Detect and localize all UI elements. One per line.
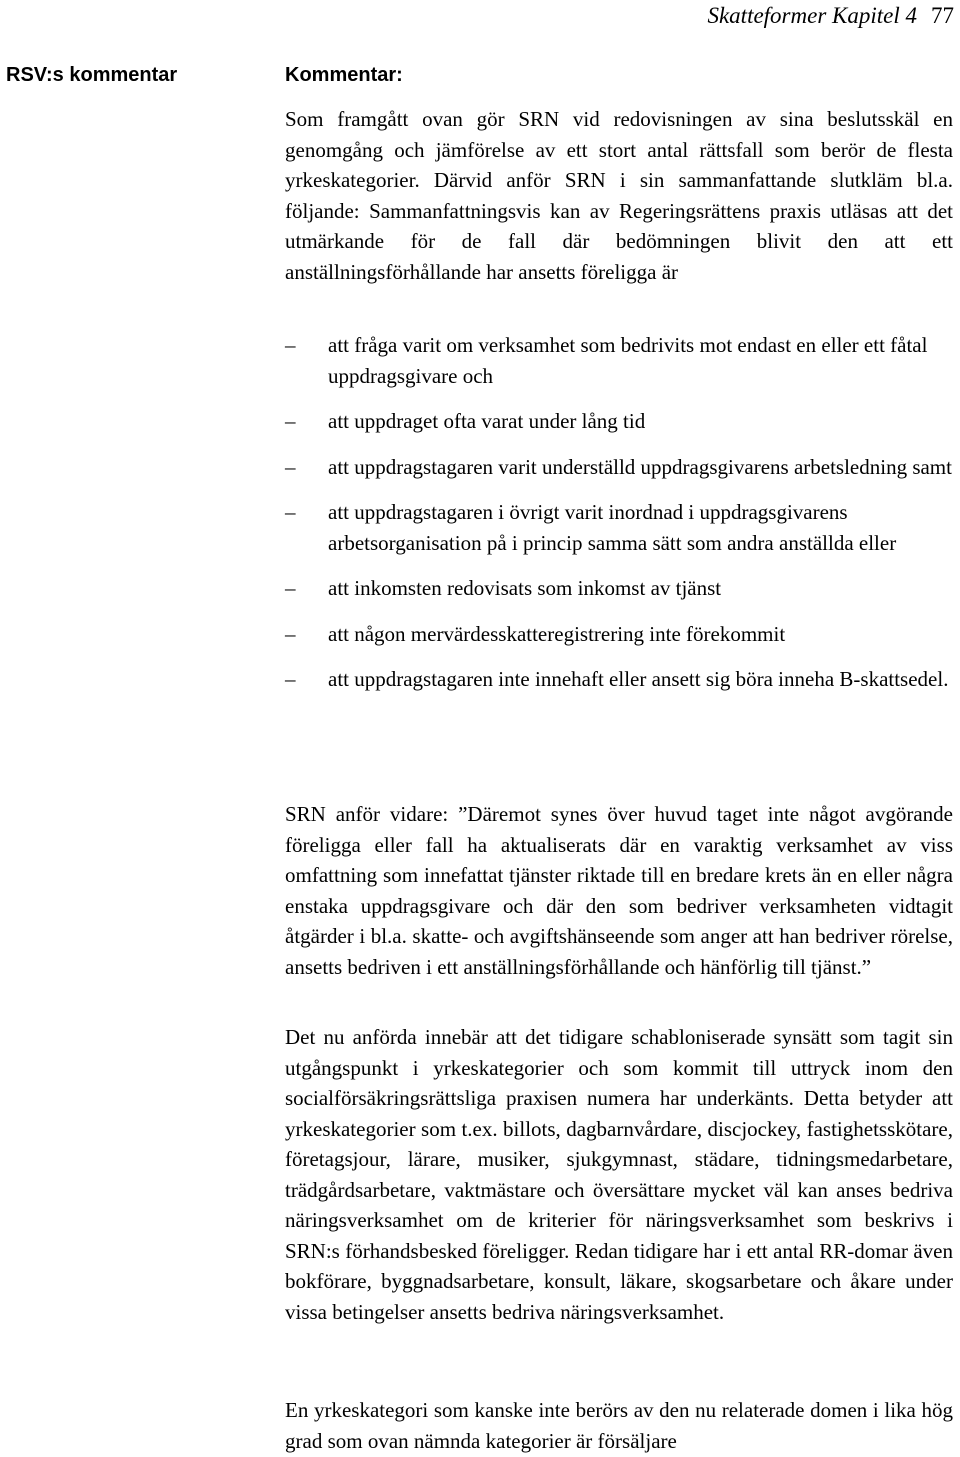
dash-marker: –: [285, 454, 296, 479]
list-item: [285, 330, 953, 391]
chapter-title: Skatteformer Kapitel 4: [707, 3, 917, 28]
list-item-text: att uppdragstagaren i övrigt varit inordnad i uppdragsgivarens arbetsorganisation på i princip samma sätt som andra anställda eller: [328, 500, 897, 555]
page-number: 77: [931, 3, 954, 28]
dash-marker: –: [285, 667, 296, 691]
list-item: [285, 497, 953, 558]
list-item-text: att fråga varit om verksamhet som bedrivits mot endast en eller ett fåtal uppdragsgivare och: [328, 333, 928, 388]
criteria-list: [285, 330, 953, 695]
intro-paragraph-block: [285, 104, 953, 287]
criteria-list-block: [285, 330, 953, 710]
margin-label: RSV:s kommentar: [6, 64, 178, 86]
running-header: [707, 2, 954, 30]
list-item: [285, 619, 953, 650]
list-item: [285, 452, 953, 483]
list-item: [285, 573, 953, 604]
conclusion-paragraph-block: [285, 1022, 953, 1327]
final-paragraph-block: [285, 1395, 953, 1456]
srn-quote-paragraph-block: [285, 799, 953, 982]
dash-marker: –: [285, 333, 296, 357]
dash-marker: –: [285, 409, 296, 433]
list-item-text: att inkomsten redovisats som inkomst av tjänst: [328, 576, 722, 600]
list-item-text: att uppdragstagaren varit underställd uppdragsgivarens arbetsledning samt: [328, 454, 952, 479]
conclusion-paragraph: Det nu anförda innebär att det tidigare schabloniserade synsätt som tagit sin utgångspunkt i yrkeskategorier och som kommit till uttryck inom den socialförsäkringsrättsliga praxisen numera har underkänts. Detta betyder att yrkeskategorier som t.ex. billots, dagbarnvårdare, discjockey, fastighetsskötare, företagsjour, lärare, musiker, sjukgymnast, städare, tidningsmedarbetare, trädgårdsarbetare, vaktmästare och översättare mycket väl kan anses bedriva näringsverksamhet om de kriterier för näringsverksamhet som beskrivs i SRN:s förhandsbesked föreligger. Redan tidigare har i ett antal RR-domar även bokförare, byggnadsarbetare, konsult, läkare, skogsarbetare och åkare under vissa betingelser ansetts bedriva näringsverksamhet.: [285, 1025, 953, 1324]
intro-paragraph: Som framgått ovan gör SRN vid redovisningen av sina beslutsskäl en genomgång och jämförelse av ett stort antal rättsfall som berör de flesta yrkeskategorier. Därvid anför SRN i sin sammanfattande slutkläm bl.a. följande: Sammanfattningsvis kan av Regeringsrättens praxis utläsas att det utmärkande för de fall där bedömningen blivit den att ett anställningsförhållande har ansetts föreligga är: [285, 107, 953, 284]
dash-marker: –: [285, 576, 296, 600]
list-item-text: att uppdraget ofta varat under lång tid: [328, 409, 646, 433]
list-item-text: att någon mervärdesskatteregistrering inte förekommit: [328, 621, 786, 646]
list-item-text: att uppdragstagaren inte innehaft eller ansett sig böra inneha B-skattsedel.: [328, 667, 949, 691]
final-paragraph: En yrkeskategori som kanske inte berörs av den nu relaterade domen i lika hög grad som ovan nämnda kategorier är försäljare: [285, 1398, 953, 1453]
list-item: [285, 664, 953, 695]
list-item: [285, 406, 953, 437]
section-title: Kommentar:: [285, 64, 403, 86]
dash-marker: –: [285, 500, 296, 524]
srn-quote-paragraph: SRN anför vidare: ”Däremot synes över huvud taget inte något avgörande föreligga eller fall ha aktualiserats där en varaktig verksamhet av viss omfattning som innefattat tjänster riktade till en bredare krets än en eller några enstaka uppdragsgivare och där den som bedriver verksamheten vidtagit åtgärder i bl.a. skatte- och avgiftshänseende som anger att han bedriver rörelse, ansetts bedriven i ett anställningsförhållande och hänförlig till tjänst.”: [285, 802, 953, 979]
dash-marker: –: [285, 621, 296, 646]
